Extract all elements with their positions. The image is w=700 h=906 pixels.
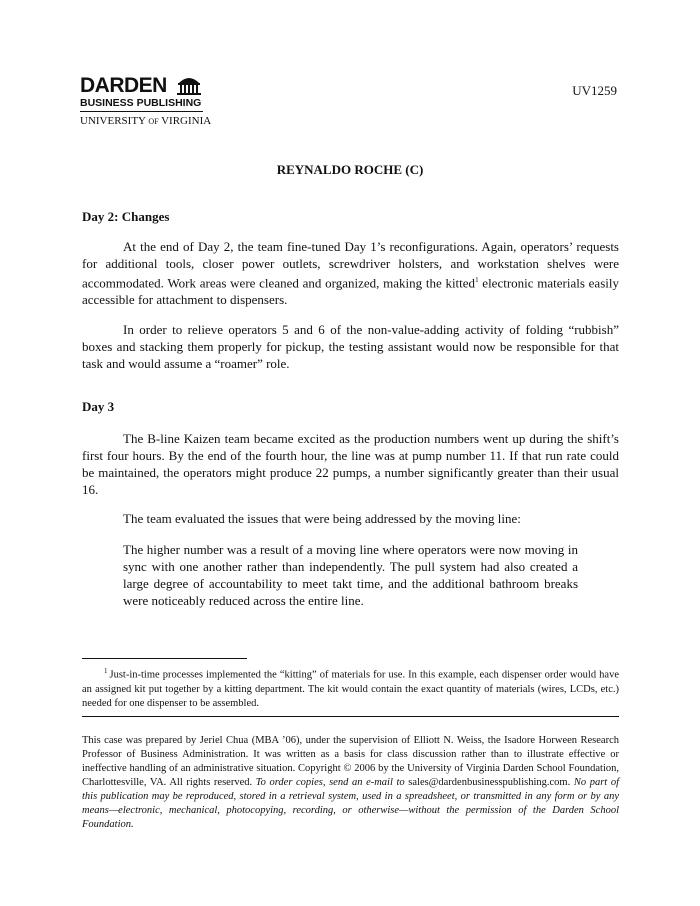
section-heading-day3: Day 3 (82, 399, 115, 414)
logo-business-publishing: BUSINESS PUBLISHING (80, 97, 202, 109)
section2-block-quote: The higher number was a result of a moving line where operators were now moving in sync with one another rather than independently. The pull system had also created a large degree of accountability to meet takt time, and the additional bathroom breaks were noticeably reduced across the entire line. (123, 542, 578, 608)
section1-paragraph1-text-b: electronic materials easily accessible for attachment to dispensers. (82, 275, 619, 308)
section2-paragraph1 (82, 430, 619, 498)
section2-paragraph2-text: The team evaluated the issues that were being addressed by the moving line: (123, 511, 521, 526)
case-code: UV1259 (572, 83, 617, 98)
legal-notice (82, 734, 619, 832)
section-heading-day2: Day 2: Changes (82, 209, 170, 224)
document-title: REYNALDO ROCHE (C) (276, 162, 424, 177)
logo-divider (80, 111, 203, 112)
section1-paragraph2-text: In order to relieve operators 5 and 6 of the non-value-adding activity of folding “rubbish” boxes and stacking them properly for pickup, the testing assistant would now be responsible for that task and would assume a “roamer” role. (82, 322, 619, 371)
footnote-divider (82, 658, 247, 659)
legal-text: This case was prepared by Jeriel Chua (MBA ’06), under the supervision of Elliott N. Weiss, the Isadore Horween Research Professor of Business Administration. It was written as a basis for class discussion rather than to illustrate effective or ineffective handling of an administrative situation. Copyright © 2006 by the University of Virginia Darden School Foundation, Charlottesville, VA. All rights reserved. (82, 735, 619, 788)
footnote-number: 1 (104, 667, 108, 675)
section1-paragraph1-text-a: At the end of Day 2, the team fine-tuned Day 1’s reconfigurations. Again, operators’ requests for additional tools, closer power outlets, screwdriver holsters, and workstation shelves were accommodated. Work areas were cleaned and organized, making the kitted (82, 239, 619, 291)
section2-paragraph2 (82, 510, 619, 527)
logo-darden-text: DARDEN (80, 74, 167, 97)
legal-email: sales@dardenbusinesspublishing.com. (404, 777, 574, 788)
legal-order-text: To order copies, send an e-mail to (255, 777, 405, 788)
legal-copyright-text: No part of this publication may be reproduced, stored in a retrieval system, used in a spreadsheet, or transmitted in any form or by any means—electronic, mechanical, photocopying, recording, or otherwise—without the permission of the Darden School Foundation. (82, 777, 619, 830)
footnote-text: Just-in-time processes implemented the “kitting” of materials for use. In this example, each dispenser order would have an assigned kit put together by a kitting department. The kit would contain the exact quantity of materials (wires, LCDs, etc.) needed for one dispenser to be assembled. (82, 669, 619, 709)
footnote-reference: 1 (475, 276, 479, 284)
footnote (82, 664, 619, 711)
darden-logo (80, 74, 212, 135)
legal-divider (82, 716, 619, 717)
section1-paragraph1 (82, 238, 619, 308)
section2-paragraph1-text: The B-line Kaizen team became excited as the production numbers went up during the shift’s first four hours. By the end of the fourth hour, the line was at pump number 11. If that run rate could be maintained, the operators might produce 22 pumps, a number significantly greater than their usual 16. (82, 431, 619, 497)
logo-university: UNIVERSITY of VIRGINIA (80, 115, 212, 127)
rotunda-icon (175, 75, 203, 95)
section1-paragraph2 (82, 321, 619, 372)
